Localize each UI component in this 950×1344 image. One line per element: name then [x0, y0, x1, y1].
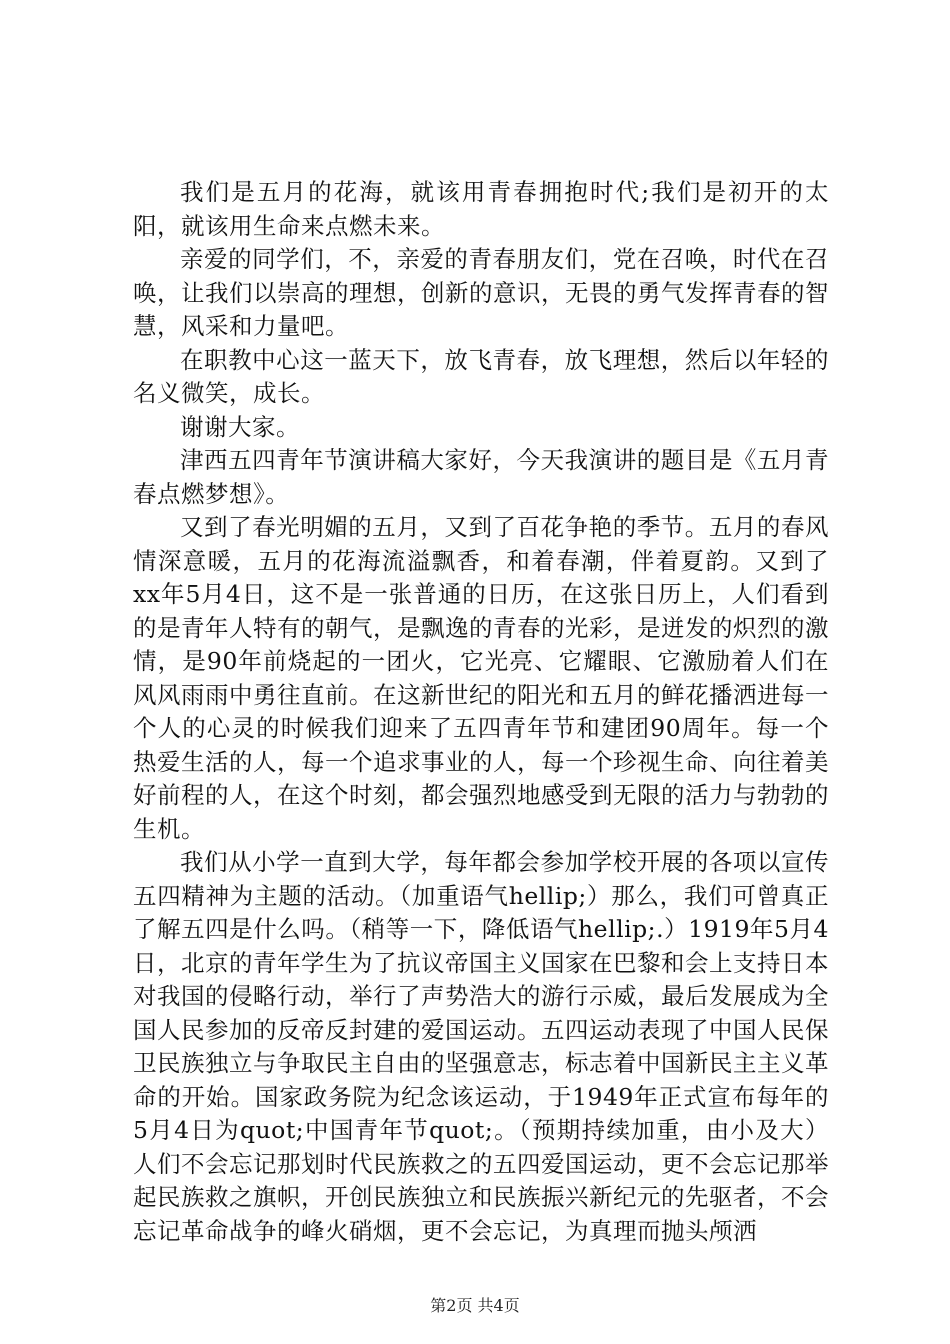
page-number: 第2页 共4页	[430, 1296, 520, 1315]
page-footer	[0, 1296, 950, 1316]
paragraph-1: 我们是五月的花海，就该用青春拥抱时代;我们是初开的太阳，就该用生命来点燃未来。	[133, 178, 829, 240]
paragraph-7: 我们从小学一直到大学，每年都会参加学校开展的各项以宣传五四精神为主题的活动。（加重语气hellip;）那么，我们可曾真正了解五四是什么吗。（稍等一下，降低语气hellip;.）1919年5月4日，北京的青年学生为了抗议帝国主义国家在巴黎和会上支持日本对我国的侵略行动，举行了声势浩大的游行示威，最后发展成为全国人民参加的反帝反封建的爱国运动。五四运动表现了中国人民保卫民族独立与争取民主自由的坚强意志，标志着中国新民主主义革命的开始。国家政务院为纪念该运动，于1949年正式宣布每年的5月4日为quot;中国青年节quot;。（预期持续加重，由小及大）人们不会忘记那划时代民族救之的五四爱国运动，更不会忘记那举起民族救之旗帜，开创民族独立和民族振兴新纪元的先驱者，不会忘记革命战争的峰火硝烟，更不会忘记，为真理而抛头颅洒	[133, 848, 829, 1245]
document-body	[133, 176, 829, 1248]
paragraph-6: 又到了春光明媚的五月，又到了百花争艳的季节。五月的春风情深意暖，五月的花海流溢飘香，和着春潮，伴着夏韵。又到了xx年5月4日，这不是一张普通的日历，在这张日历上，人们看到的是青年人特有的朝气，是飘逸的青春的光彩，是迸发的炽烈的激情，是90年前烧起的一团火，它光亮、它耀眼、它激励着人们在风风雨雨中勇往直前。在这新世纪的阳光和五月的鲜花播洒进每一个人的心灵的时候我们迎来了五四青年节和建团90周年。每一个热爱生活的人，每一个追求事业的人，每一个珍视生命、向往着美好前程的人，在这个时刻，都会强烈地感受到无限的活力与勃勃的生机。	[133, 513, 829, 843]
paragraph-4: 谢谢大家。	[180, 412, 300, 441]
paragraph-3: 在职教中心这一蓝天下，放飞青春，放飞理想，然后以年轻的名义微笑，成长。	[133, 345, 829, 407]
paragraph-2: 亲爱的同学们，不，亲爱的青春朋友们，党在召唤，时代在召唤，让我们以崇高的理想，创新的意识，无畏的勇气发挥青春的智慧，风采和力量吧。	[133, 245, 829, 340]
paragraph-5: 津西五四青年节演讲稿大家好，今天我演讲的题目是《五月青春点燃梦想》。	[133, 446, 829, 508]
